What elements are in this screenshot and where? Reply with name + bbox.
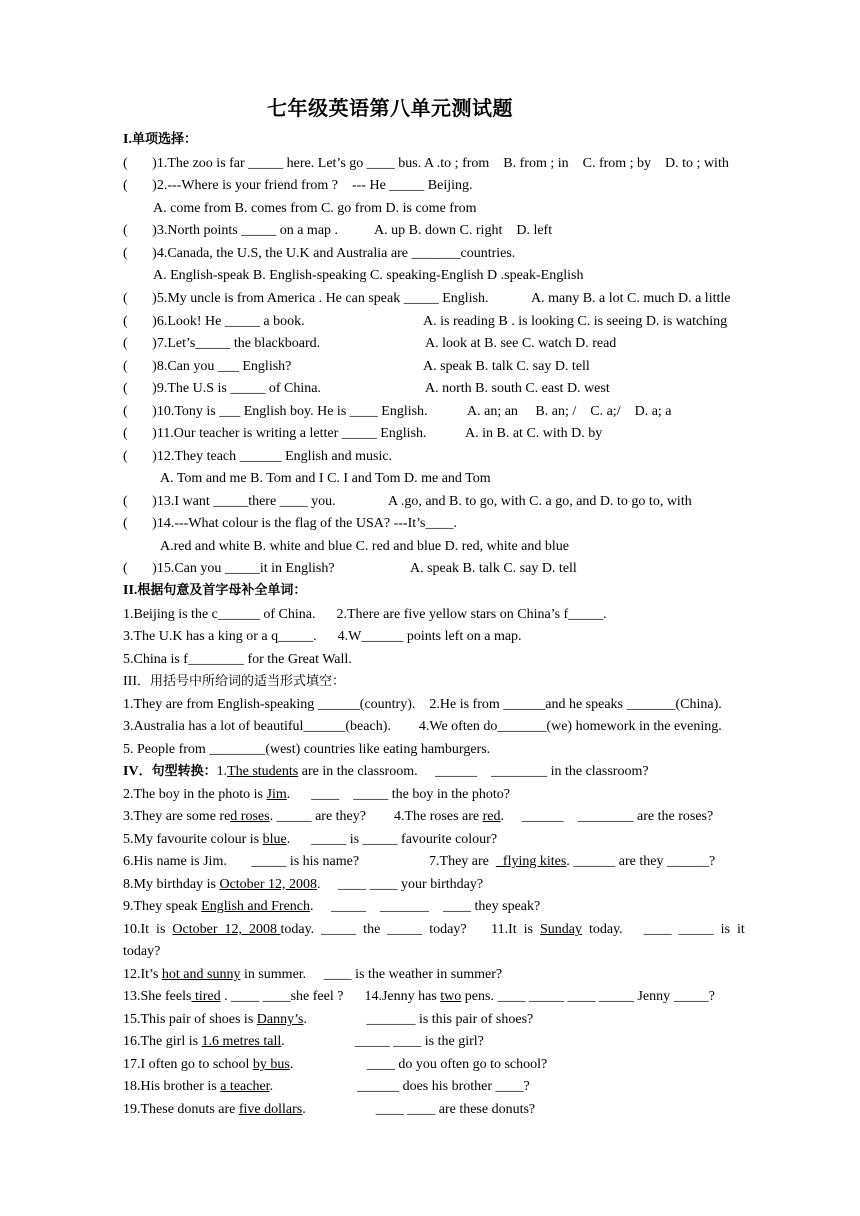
question-9: ( )9.The U.S is _____ of China. bbox=[123, 381, 321, 396]
question-14: ( )14.---What colour is the flag of the USA? ---It’s____. bbox=[123, 516, 457, 531]
transform-row-4: 5.My favourite colour is blue. _____ is _____ favourite colour? bbox=[123, 832, 498, 847]
question-12: ( )12.They teach ______ English and music. bbox=[123, 449, 393, 464]
question-9-options: A. north B. south C. east D. west bbox=[425, 381, 610, 396]
question-13-options: A .go, and B. to go, with C. a go, and D. to go to, with bbox=[388, 494, 692, 509]
section-3-line-2: 3.Australia has a lot of beautiful______(beach). 4.We often do_______(we) homework in the evening. bbox=[123, 719, 722, 734]
question-14-options: A.red and white B. white and blue C. red and blue D. red, white and blue bbox=[160, 539, 570, 554]
transform-row-11: 15.This pair of shoes is Danny’s. _______ is this pair of shoes? bbox=[123, 1012, 534, 1027]
transform-row-14: 18.His brother is a teacher. ______ does his brother ____? bbox=[123, 1079, 530, 1094]
transform-row-3: 3.They are some red roses. _____ are they? 4.The roses are red. ______ ________ are the roses? bbox=[123, 809, 714, 824]
transform-row-8-continued: today? bbox=[123, 944, 161, 959]
question-7: ( )7.Let’s_____ the blackboard. bbox=[123, 336, 321, 351]
question-12-options: A. Tom and me B. Tom and I C. I and Tom D. me and Tom bbox=[160, 471, 491, 486]
section-2-heading: II.根据句意及首字母补全单词： bbox=[123, 583, 307, 598]
question-8: ( )8.Can you ___ English? bbox=[123, 359, 292, 374]
question-11-options: A. in B. at C. with D. by bbox=[465, 426, 603, 441]
question-3: ( )3.North points _____ on a map . bbox=[123, 223, 339, 238]
section-2-line-2: 3.The U.K has a king or a q_____. 4.W______ points left on a map. bbox=[123, 629, 522, 644]
question-1: ( )1.The zoo is far _____ here. Let’s go ____ bus. A .to ; from B. from ; in C. from ; by D. to ; with bbox=[123, 156, 729, 171]
section-3-line-1: 1.They are from English-speaking ______(country). 2.He is from ______and he speaks _______(China). bbox=[123, 697, 722, 712]
transform-row-9: 12.It’s hot and sunny in summer. ____ is the weather in summer? bbox=[123, 967, 503, 982]
question-15-options: A. speak B. talk C. say D. tell bbox=[410, 561, 577, 576]
transform-row-15: 19.These donuts are five dollars. ____ ____ are these donuts? bbox=[123, 1102, 536, 1117]
section-1-heading: I.单项选择： bbox=[123, 132, 197, 147]
question-3-options: A. up B. down C. right D. left bbox=[374, 223, 553, 238]
transform-row-7: 9.They speak English and French. _____ _______ ____ they speak? bbox=[123, 899, 541, 914]
question-11: ( )11.Our teacher is writing a letter _____ English. bbox=[123, 426, 427, 441]
question-6: ( )6.Look! He _____ a book. bbox=[123, 314, 305, 329]
question-8-options: A. speak B. talk C. say D. tell bbox=[423, 359, 590, 374]
question-2-options: A. come from B. comes from C. go from D. is come from bbox=[153, 201, 477, 216]
question-10-options: A. an; an B. an; / C. a;/ D. a; a bbox=[467, 404, 672, 419]
question-15: ( )15.Can you _____it in English? bbox=[123, 561, 335, 576]
section-3-heading: III．用括号中所给词的适当形式填空： bbox=[123, 674, 346, 689]
section-4-heading: IV．句型转换：1.The students are in the classroom. ______ ________ in the classroom? bbox=[123, 764, 649, 779]
transform-row-10: 13.She feels tired . ____ ____she feel ? 14.Jenny has two pens. ____ _____ ____ _____ Jenny _____? bbox=[123, 989, 715, 1004]
page-title: 七年级英语第八单元测试题 bbox=[267, 96, 513, 120]
transform-row-13: 17.I often go to school by bus. ____ do you often go to school? bbox=[123, 1057, 548, 1072]
question-5-options: A. many B. a lot C. much D. a little bbox=[531, 291, 731, 306]
transform-row-2: 2.The boy in the photo is Jim. ____ _____ the boy in the photo? bbox=[123, 787, 510, 802]
question-4-options: A. English-speak B. English-speaking C. speaking-English D .speak-English bbox=[153, 268, 584, 283]
transform-row-6: 8.My birthday is October 12, 2008. ____ ____ your birthday? bbox=[123, 877, 484, 892]
question-10: ( )10.Tony is ___ English boy. He is ____ English. bbox=[123, 404, 428, 419]
question-6-options: A. is reading B . is looking C. is seeing D. is watching bbox=[423, 314, 728, 329]
section-2-line-1: 1.Beijing is the c______ of China. 2.There are five yellow stars on China’s f_____. bbox=[123, 607, 607, 622]
section-3-line-3: 5. People from ________(west) countries like eating hamburgers. bbox=[123, 742, 491, 757]
question-2: ( )2.---Where is your friend from ? --- He _____ Beijing. bbox=[123, 178, 473, 193]
transform-row-8: 10.It is October 12, 2008 today. _____ the _____ today? 11.It is Sunday today. ____ _____ is it bbox=[123, 922, 745, 937]
question-4: ( )4.Canada, the U.S, the U.K and Australia are _______countries. bbox=[123, 246, 516, 261]
transform-row-12: 16.The girl is 1.6 metres tall. _____ ____ is the girl? bbox=[123, 1034, 484, 1049]
question-5: ( )5.My uncle is from America . He can speak _____ English. bbox=[123, 291, 489, 306]
question-13: ( )13.I want _____there ____ you. bbox=[123, 494, 336, 509]
question-7-options: A. look at B. see C. watch D. read bbox=[425, 336, 617, 351]
transform-row-5: 6.His name is Jim. _____ is his name? 7.They are _flying kites. ______ are they ______? bbox=[123, 854, 716, 869]
section-2-line-3: 5.China is f________ for the Great Wall. bbox=[123, 652, 352, 667]
